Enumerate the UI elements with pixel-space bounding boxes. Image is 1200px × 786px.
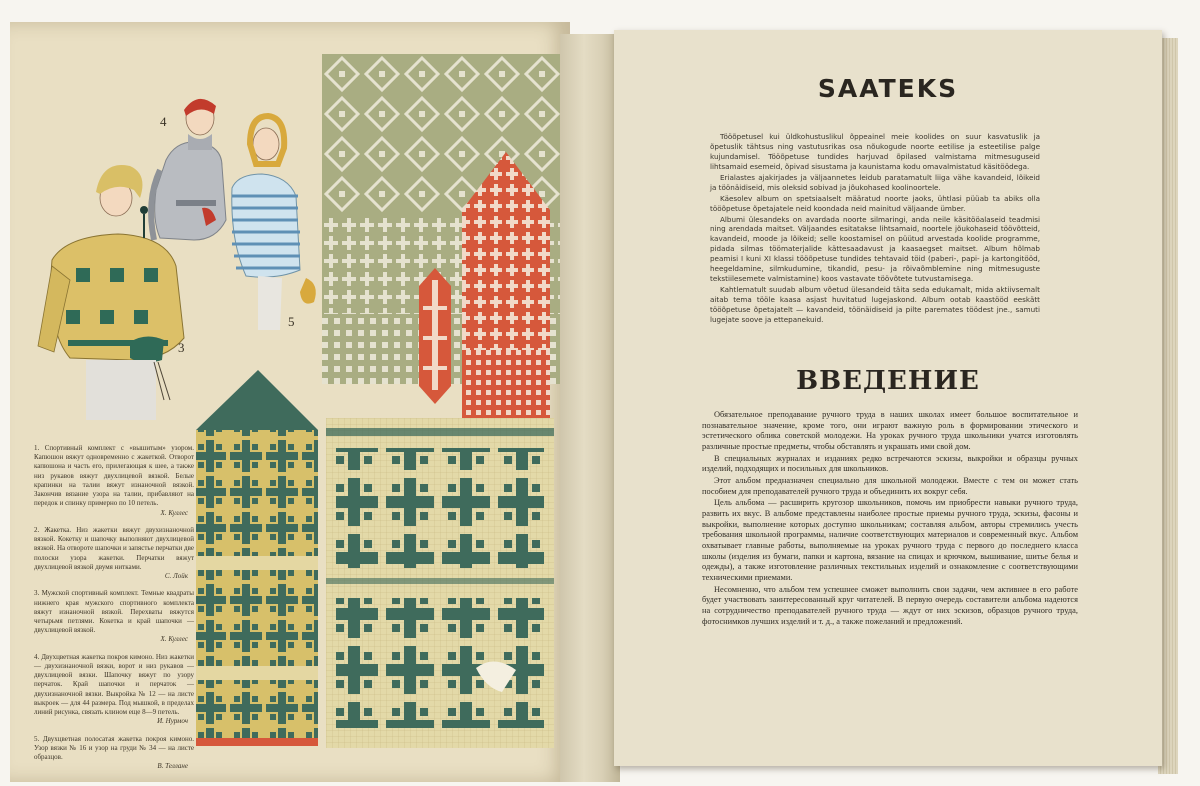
caption-1 (34, 444, 194, 518)
caption-4-text: 4. Двухцветная жакетка покроя кимоно. Низ жакетки — двухизнаночной вязки, ворот и низ рукавов — двухлицевой вязки. Шапочку вяжут по узору перчаток. Край шапочки и перчаток — двухизнаночной вязки. Выкройка № 12 — на листе выкроек — для 44 размера. Под мышкой, в пределах линий рисунка, связать клином еще 8—9 петель. (34, 652, 194, 717)
caption-2-author: С. Лойк (164, 572, 188, 581)
estonian-paragraph-5: Kahtlematult suudab album võetud ülesandeid täita seda edukamalt, mida aktiivsemalt aitab tema tööle kaasa asjast huvitatud lugejaskond. Album ootab kaastööd eeskätt tööõpetuse õpetajatelt — kavandeid, töönäidiseid ja pilte paremates töödest jne., samuti lugejate soove ja ettepanekuid. (710, 285, 1040, 324)
caption-3-text: 3. Мужской спортивный комплект. Темные квадраты нижнего края мужского спортивного комплекта вяжут изнаночной вязкой. Перехваты вяжутся четырьмя петлями. Кокетка и край шапочки — двухлицевой вязкой. (34, 589, 194, 635)
figure-number-4: 4 (160, 114, 167, 129)
caption-3 (34, 589, 194, 644)
album-spine (560, 34, 620, 782)
caption-5-text: 5. Двухцветная полосатая жакетка покроя кимоно. Узор вязки № 16 и узор на груди № 34 — на листе образцов. (34, 734, 194, 762)
estonian-paragraph-2: Erialastes ajakirjades ja väljaannetes leidub paratamatult liiga vähe kavandeid, lõikeid ja töönäidiseid, mis oleksid sobivad ja jõukohased koolinoortele. (710, 172, 1040, 192)
caption-2 (34, 526, 194, 581)
right-page (614, 30, 1162, 766)
green-knit-chart (326, 418, 554, 748)
left-page (10, 22, 570, 782)
red-thumb-pattern (415, 266, 455, 406)
title-estonian: SAATEKS (817, 74, 959, 103)
caption-5-author: В. Теллане (157, 762, 188, 771)
estonian-paragraph-1: Tööõpetusel kui üldkohustuslikul õppeainel meie koolides on suur kasvatuslik ja õpetuslik tähtsus ning vastutusrikas osa nõukogude noorte eetilise ja esteetilise palge kujundamisel. Tööõpetuse tundides harjuvad õpilased valmistama mitmesuguseid lihtsamaid esemeid, õpivad sisustama ja kaunistama kodu omavalmistatud käsitöödega. (710, 132, 1040, 171)
caption-5 (34, 735, 194, 772)
estonian-paragraph-3: Käesolev album on spetsiaalselt määratud noorte jaoks, ühtlasi püüab ta abiks olla tööõpetuse õpetajatele neid koondada neid mainitud väljaande ümber. (710, 193, 1040, 213)
garment-captions (34, 444, 194, 780)
figure-striped-sweater (232, 116, 316, 330)
caption-4-author: И. Нурмоч (157, 717, 188, 726)
estonian-introduction (710, 132, 1040, 326)
russian-paragraph-3: Этот альбом предназначен специально для школьной молодежи. Вместе с тем он может стать пособием для преподавателей ручного труда и объединить их вокруг себя. (702, 476, 1078, 496)
caption-2-text: 2. Жакетка. Низ жакетки вяжут двухизнаночной вязкой. Кокетку и шапочку выполняют двухлицевой вязкой. На отвороте шапочки и запястье перчатки две полоски узора жакетки. Перчатки вяжут двухлицевой вязкой двумя нитками. (34, 525, 194, 571)
figure-number-3: 3 (178, 340, 185, 355)
figure-number-5: 5 (288, 314, 295, 329)
russian-paragraph-1: Обязательное преподавание ручного труда в наших школах имеет большое воспитательное и познавательное значение, кроме того, они играют важную роль в формировании этического и эстетического облика советской молодежи. На уроках ручного труда школьники учатся изготовлять различные простые предметы, чтобы обставлять и украшать ими свой дом. (702, 410, 1078, 452)
russian-paragraph-5: Несомненно, что альбом тем успешнее сможет выполнить свои задачи, чем активнее в его работе будет участвовать заинтересованный круг читателей. В первую очередь составители альбома надеются на сотрудничество преподавателей ручного труда — ждут от них эскизов, образцов ручного труда, фотоснимков лучших изделий и т. д., а также пожеланий и предложений. (702, 584, 1078, 626)
russian-paragraph-4: Цель альбома — расширить кругозор школьников, помочь им приобрести навыки ручного труда, развить их вкус. В альбоме представлены наиболее простые приемы ручного труда, эскизы, фасоны и выкройки, выполнение которых доступно школьникам; составляя альбом, авторы стремились учесть требования школьной программы, наличие соответствующих материалов и современный вкус. Альбом охватывает главные работы, выполняемые на уроках ручного труда с первого до последнего класса школы (изделия из бумаги, папки и картона, вязание на спицах и крючком, вышивание, шитье белья и одежды), а также изготовление различных текстильных изделий и ознакомление с соответствующими техническими приемами. (702, 498, 1078, 583)
estonian-paragraph-4: Albumi ülesandeks on avardada noorte silmaringi, anda neile käsitööalaseid teadmisi ning arendada maitset. Väljaandes esitatakse lihtsamaid, noortele jõukohaseid töövõtteid, kavandeid, moode ja lõikeid; selle koostamisel on püütud arvestada koolide programme, pidada silmas töömaterjalide kättesaadavust ja kaasaegset maitset. Album hõlmab peamisi I kuni XI klassi tööõpetuse tundides tehtavaid töid (paberi-, papi- ja kartongitööd, heegeldamine, silmkudumine, tikandid, pesu- ja rõivaõmblemine ning mitmesuguste tekstiilesemete valmistamine) koos vastavate töövõtete tutvustamisega. (710, 214, 1040, 284)
title-russian: ВВЕДЕНИЕ (796, 366, 980, 396)
russian-paragraph-2: В специальных журналах и изданиях редко встречаются эскизы, выкройки и образцы ручных изделий, подходящих и посильных для школьников. (702, 453, 1078, 474)
green-mitten-pattern (192, 366, 322, 746)
caption-4 (34, 653, 194, 727)
caption-1-author: Х. Куллес (160, 508, 188, 517)
caption-3-author: Х. Куллес (160, 635, 188, 644)
red-mitten-pattern (456, 150, 556, 450)
caption-1-text: 1. Спортивный комплект с «вышитым» узором. Капюшон вяжут одновременно с жакеткой. Отворот капюшона и часть его, прилегающая к шее, а также низ рукавов вяжут двухлицевой вязкой. Белые крапинки на талии вяжут изнаночной вязкой. Закончив вязание узора на талии, прибавляют на передок и спинку примерно по 10 петель. (34, 444, 194, 508)
russian-introduction (702, 410, 1078, 628)
